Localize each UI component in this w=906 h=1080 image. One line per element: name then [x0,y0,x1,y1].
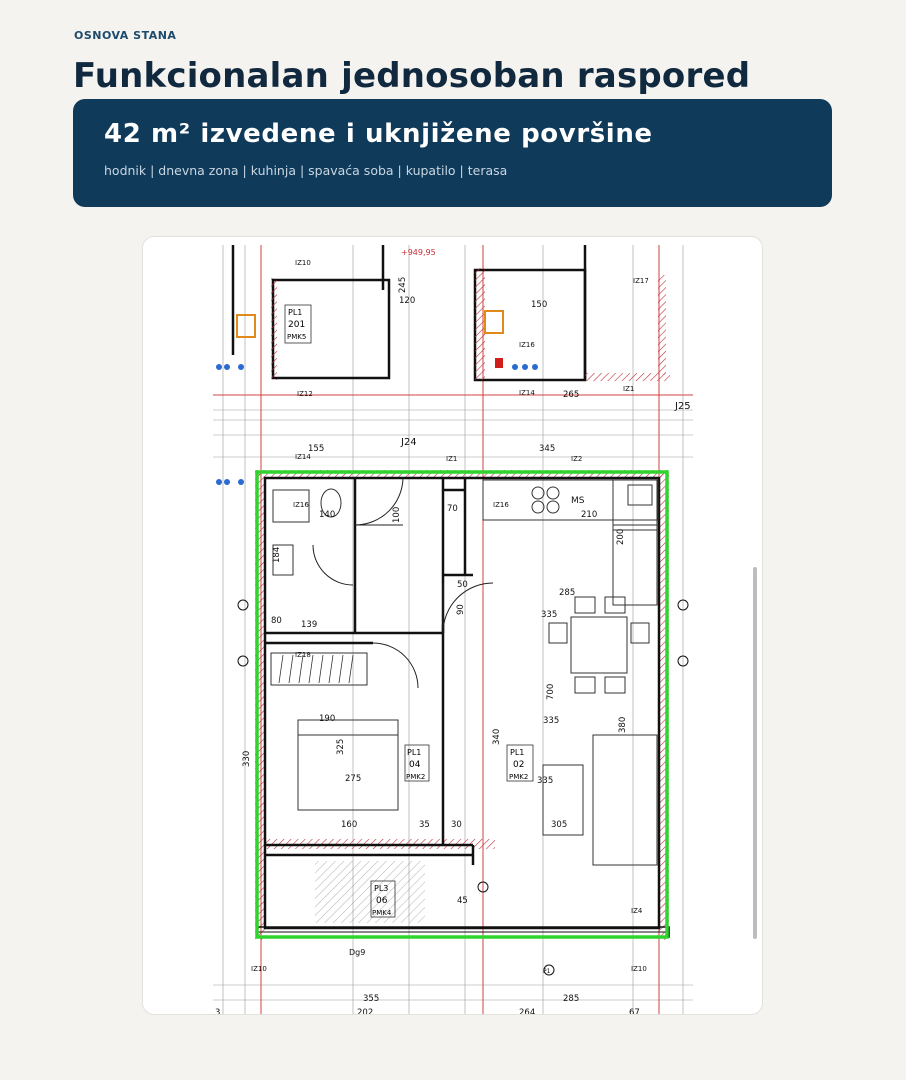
room-tag-name: PL1 [510,748,525,757]
dim-155: 155 [308,444,325,454]
dim-335-a: 335 [541,610,558,620]
floor-plan-card [142,236,763,1015]
dim-3: 3 [215,1008,221,1015]
room-tag-code: PMK5 [287,333,307,341]
label-iz16-b: IZ16 [493,501,509,509]
plan-scrollbar[interactable] [753,567,757,939]
room-tag-number: 02 [513,760,525,770]
label-ms: MS [571,496,585,506]
dim-30: 30 [451,820,462,830]
room-tag-name: PL1 [407,748,422,757]
label-level: +949,95 [401,248,436,257]
dim-285-b: 285 [563,994,580,1004]
dim-245: 245 [398,276,408,293]
section-eyebrow: OSNOVA STANA [74,29,177,42]
label-j24: J24 [401,437,417,448]
dim-330: 330 [242,750,252,767]
label-iz1-a: IZ1 [446,455,458,463]
label-p1: P1 [543,968,551,975]
dim-275: 275 [345,774,362,784]
room-tag-code: PMK4 [372,909,392,917]
dim-184: 184 [272,546,282,563]
dim-67: 67 [629,1008,640,1015]
label-j25: J25 [675,401,691,412]
label-iz4: IZ4 [631,907,643,915]
dim-285: 285 [559,588,576,598]
dim-50: 50 [457,580,468,590]
label-iz17: IZ17 [633,277,649,285]
label-iz10-a: IZ10 [295,259,311,267]
page-title: Funkcionalan jednosoban raspored [73,56,751,96]
label-iz2: IZ2 [571,455,583,463]
room-tag-name: PL1 [288,308,303,317]
label-dg9: Dg9 [349,948,366,957]
label-iz16-c: IZ16 [519,341,535,349]
dim-335-b: 335 [543,716,560,726]
dim-700: 700 [546,683,556,700]
dim-120: 120 [399,296,416,306]
dim-140: 140 [319,510,336,520]
dim-305: 305 [551,820,568,830]
label-iz12: IZ12 [297,390,313,398]
label-iz16-a: IZ16 [293,501,309,509]
dim-325: 325 [336,738,346,755]
dim-150: 150 [531,300,548,310]
area-title: 42 m² izvedene i uknjižene površine [104,119,653,149]
dim-264: 264 [519,1008,536,1015]
dim-335-c: 335 [537,776,554,786]
label-iz10-b: IZ10 [251,965,267,973]
floor-plan [213,245,693,1015]
room-tag-number: 201 [288,320,306,330]
dim-355: 355 [363,994,380,1004]
dim-100: 100 [392,506,402,523]
dim-45: 45 [457,896,468,906]
dim-202: 202 [357,1008,374,1015]
dim-210: 210 [581,510,598,520]
dim-340: 340 [492,728,502,745]
room-tag-name: PL3 [374,884,389,893]
dim-35: 35 [419,820,430,830]
room-tag-number: 06 [376,896,388,906]
room-tag-code: PMK2 [509,773,529,781]
dim-265: 265 [563,390,580,400]
label-iz14-b: IZ14 [519,389,535,397]
dim-70: 70 [447,504,458,514]
dim-200: 200 [616,528,626,545]
dim-80: 80 [271,616,282,626]
area-banner [73,99,832,207]
room-tag-code: PMK2 [406,773,426,781]
dim-160: 160 [341,820,358,830]
label-iz18: IZ18 [295,651,311,659]
room-tag-number: 04 [409,760,421,770]
label-iz10-c: IZ10 [631,965,647,973]
dim-139: 139 [301,620,318,630]
dim-190: 190 [319,714,336,724]
label-iz1-b: IZ1 [623,385,635,393]
label-iz14-a: IZ14 [295,453,311,461]
dim-90: 90 [456,604,466,615]
dim-380: 380 [618,716,628,733]
dim-345: 345 [539,444,556,454]
room-list: hodnik | dnevna zona | kuhinja | spavaća soba | kupatilo | terasa [104,163,508,178]
